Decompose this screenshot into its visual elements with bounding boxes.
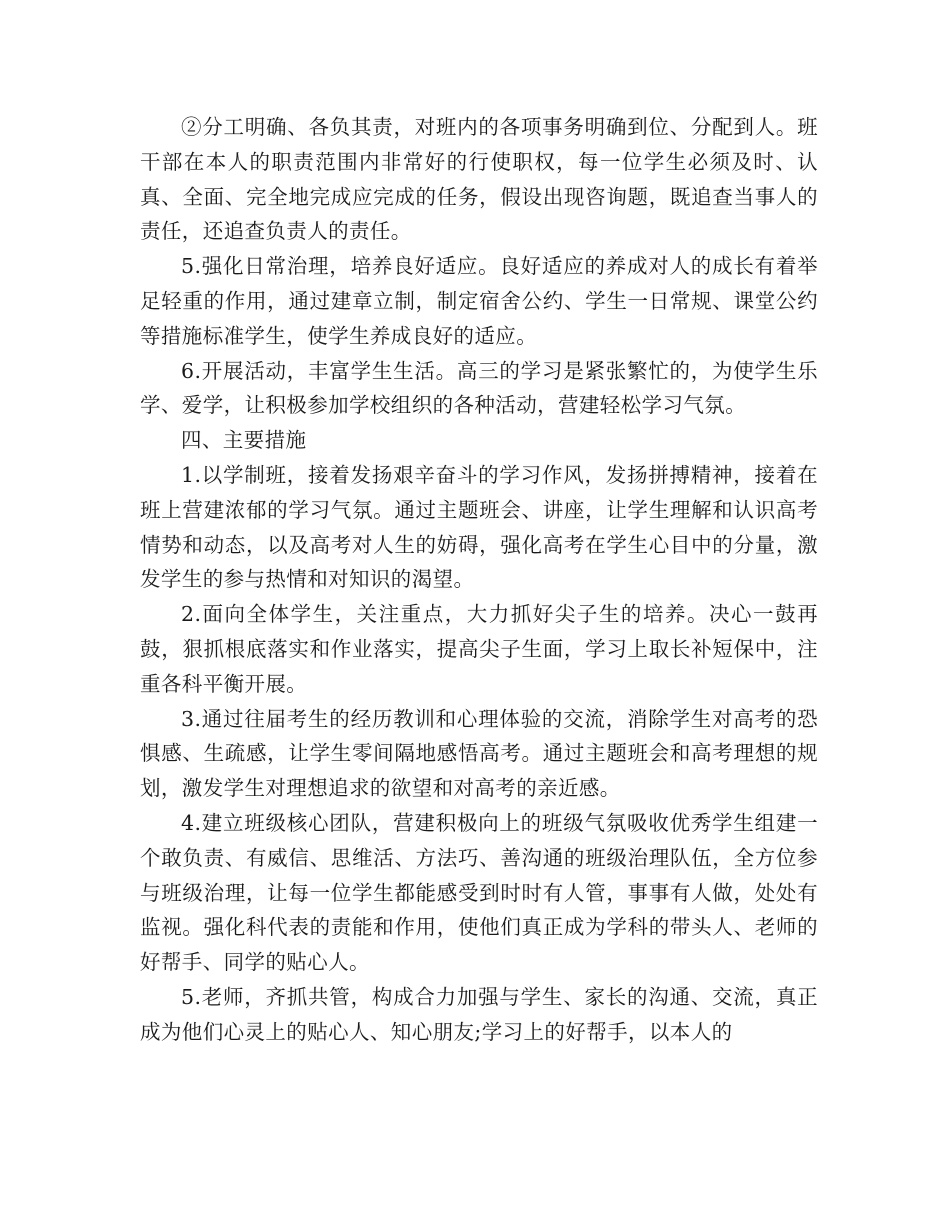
paragraph-measure-3: 3.通过往届考生的经历教训和心理体验的交流，消除学生对高考的恐惧感、生疏感，让学生零间隔地感悟高考。通过主题班会和高考理想的规划，激发学生对理想追求的欲望和对高考的亲近感。 — [140, 706, 818, 801]
paragraph-daily-management: 5.强化日常治理，培养良好适应。良好适应的养成对人的成长有着举足轻重的作用，通过建章立制，制定宿舍公约、学生一日常规、课堂公约等措施标准学生，使学生养成良好的适应。 — [140, 254, 818, 348]
paragraph-measure-5: 5.老师，齐抓共管，构成合力加强与学生、家长的沟通、交流，真正成为他们心灵上的贴心人、知心朋友;学习上的好帮手，以本人的 — [140, 984, 818, 1044]
document-body — [140, 110, 818, 1050]
paragraph-activities: 6.开展活动，丰富学生生活。高三的学习是紧张繁忙的，为使学生乐学、爱学，让积极参加学校组织的各种活动，营建轻松学习气氛。 — [140, 358, 818, 418]
section-heading-main-measures: 四、主要措施 — [181, 428, 307, 453]
paragraph-division-of-duties: ②分工明确、各负其责，对班内的各项事务明确到位、分配到人。班干部在本人的职责范围内非常好的行使职权，每一位学生必须及时、认真、全面、完全地完成应完成的任务，假设出现咨询题，既追查当事人的责任，还追查负责人的责任。 — [140, 115, 818, 244]
paragraph-measure-4: 4.建立班级核心团队，营建积极向上的班级气氛吸收优秀学生组建一个敢负责、有威信、思维活、方法巧、善沟通的班级治理队伍，全方位参与班级治理，让每一位学生都能感受到时时有人管，事事有人做，处处有监视。强化科代表的责能和作用，使他们真正成为学科的带头人、老师的好帮手、同学的贴心人。 — [140, 810, 818, 975]
paragraph-measure-1: 1.以学制班，接着发扬艰辛奋斗的学习作风，发扬拼搏精神，接着在班上营建浓郁的学习气氛。通过主题班会、讲座，让学生理解和认识高考情势和动态，以及高考对人生的妨碍，强化高考在学生心目中的分量，激发学生的参与热情和对知识的渴望。 — [140, 462, 818, 592]
paragraph-measure-2: 2.面向全体学生，关注重点，大力抓好尖子生的培养。决心一鼓再鼓，狠抓根底落实和作业落实，提高尖子生面，学习上取长补短保中，注重各科平衡开展。 — [140, 602, 818, 696]
